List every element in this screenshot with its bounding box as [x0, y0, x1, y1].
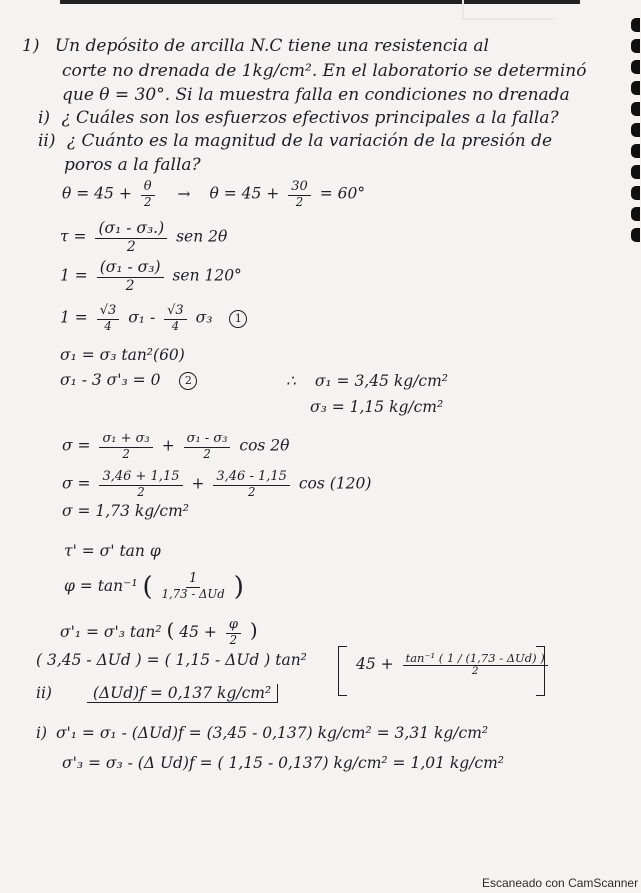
- equation-tag-2: 2: [179, 372, 197, 390]
- left-bracket: [338, 646, 347, 696]
- faint-corner-mark: [462, 0, 554, 20]
- phi-equation: φ = tan⁻¹ ( $\frac{1}{\text{1,73 - ΔUd}}$ ): [64, 571, 244, 602]
- sigma-substituted: σ = $\frac{3,46 + 1,15}{2}$ + $\frac{3,46 - 1,15}{2}$ cos (120): [62, 469, 372, 499]
- problem-line-2: corte no drenada de 1kg/cm². En el laboratorio se determinó: [62, 61, 587, 81]
- notebook-binding: [631, 18, 641, 278]
- question-ii-cont: poros a la falla?: [64, 155, 201, 175]
- theta-equation: θ = 45 + $\frac{\theta}{2}$ → θ = 45 + $\frac{30}{2}$ = 60°: [62, 179, 366, 209]
- sigma-equation: σ = $\frac{\text{σ₁ + σ₃}}{2}$ + $\frac{\text{σ₁ - σ₃}}{2}$ cos 2θ: [62, 431, 290, 461]
- answer-i-line2: σ'₃ = σ₃ - (Δ Ud)f = ( 1,15 - 0,137) kg/cm² = 1,01 kg/cm²: [62, 754, 505, 772]
- tau-equation: τ = $\frac{\text{(σ₁ - σ₃.)}}{2}$ sen 2θ: [60, 219, 228, 255]
- big-equation-bracket: 45 + $\frac{\text{tan⁻¹ ( 1 / (1,73 - ΔUd) )}}{2}$: [356, 652, 552, 678]
- result-sigma1: ∴ σ₁ = 3,45 kg/cm²: [286, 372, 449, 390]
- sigma-result: σ = 1,73 kg/cm²: [62, 502, 189, 520]
- answer-ii-box: (ΔUd)f = 0,137 kg/cm²: [87, 684, 278, 703]
- scanner-watermark: Escaneado con CamScanner: [482, 876, 639, 890]
- question-i: i) ¿ Cuáles son los esfuerzos efectivos principales a la falla?: [38, 108, 559, 128]
- therefore-icon: ∴: [286, 372, 296, 390]
- answer-ii: ii) (ΔUd)f = 0,137 kg/cm²: [36, 684, 278, 702]
- tau-prime-equation: τ' = σ' tan φ: [64, 542, 161, 560]
- sigma1-prime-equation: σ'₁ = σ'₃ tan² ( 45 + $\frac{\varphi}{2}$ ): [60, 617, 258, 648]
- equation-1: 1 = $\frac{√3}{4}$ σ₁ - $\frac{√3}{4}$ σ₃ 1: [60, 304, 247, 333]
- question-ii: ii) ¿ Cuánto es la magnitud de la variación de la presión de: [38, 131, 553, 151]
- equation-2: σ₁ - 3 σ'₃ = 0 2: [60, 371, 197, 390]
- problem-line-3: que θ = 30°. Si la muestra falla en condiciones no drenada: [62, 85, 570, 105]
- equation-tag-1: 1: [229, 310, 247, 328]
- answer-i-line1: i) σ'₁ = σ₁ - (ΔUd)f = (3,45 - 0,137) kg/cm² = 3,31 kg/cm²: [36, 724, 489, 742]
- big-equation: ( 3,45 - ΔUd ) = ( 1,15 - ΔUd ) tan²: [36, 651, 307, 669]
- equation-tan: σ₁ = σ₃ tan²(60): [60, 346, 185, 364]
- result-sigma3: σ₃ = 1,15 kg/cm²: [310, 398, 444, 416]
- problem-line-1: 1) Un depósito de arcilla N.C tiene una resistencia al: [22, 36, 489, 56]
- problem-number: 1): [22, 36, 40, 56]
- right-bracket: [536, 646, 545, 696]
- arrow-icon: →: [177, 184, 191, 203]
- one-equation: 1 = $\frac{\text{(σ₁ - σ₃)}}{2}$ sen 120°: [60, 258, 242, 294]
